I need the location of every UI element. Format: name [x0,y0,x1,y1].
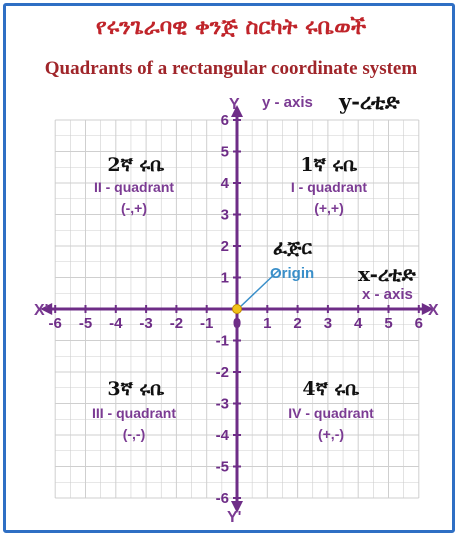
x-tick-label: -4 [109,315,123,332]
y-axis-amharic: y-ረቲድ [339,89,400,114]
quadrant-2-amharic: 2ኛ ሩቤ [107,154,165,176]
x-tick-label: -1 [200,315,214,332]
x-tick-label: -3 [139,315,153,332]
quadrant-2-signs: (-,+) [120,200,148,216]
y-prime-letter: Y' [227,509,242,526]
quadrant-2-name: II - quadrant [93,179,175,195]
x-axis-amharic: x-ረቲድ [358,262,416,286]
x-tick-label: 5 [384,315,393,332]
y-tick-label: -4 [215,427,229,444]
quadrant-3-name: III - quadrant [92,405,176,421]
origin-label: Origin [270,265,315,282]
quadrant-3-amharic: 3ኛ ሩቤ [107,378,165,400]
y-tick-label: 3 [220,206,229,224]
origin-dot [233,305,242,314]
x-tick-label: 3 [323,315,333,332]
y-tick-label: 4 [220,175,229,192]
y-tick-label: 1 [220,269,229,287]
quadrant-1-amharic: 1ኛ ሩቤ [300,154,358,176]
x-prime-letter: X' [34,302,49,319]
x-tick-label: 1 [263,315,272,332]
quadrant-4-signs: (+,-) [317,426,345,442]
x-tick-label: -6 [48,315,62,332]
x-tick-label: 6 [414,315,423,332]
y-tick-label: -1 [215,332,229,350]
title-english: Quadrants of a rectangular coordinate system [44,58,418,79]
quadrant-3-signs: (-,-) [122,426,146,442]
y-tick-label: -3 [215,395,229,413]
y-tick-label: 6 [220,112,229,129]
y-tick-label: -6 [215,490,229,507]
x-tick-label: -2 [169,315,184,332]
x-tick-label: 0 [232,315,242,332]
y-tick-label: -2 [215,364,229,381]
quadrant-4-amharic: 4ኛ ሩቤ [302,378,360,400]
x-tick-label: -5 [78,315,93,332]
y-tick-label: 5 [220,143,229,161]
y-tick-label: 2 [220,238,229,255]
x-axis-letter: X [428,302,439,319]
y-axis-label: y - axis [262,94,313,111]
quadrant-4-name: IV - quadrant [288,405,374,421]
origin-amharic: ፈጅር [273,237,313,259]
x-tick-label: 2 [293,315,302,332]
x-axis-label: x - axis [362,286,413,303]
title-amharic: የሩንጌራባዊ ቀንጅ ስርካት ሩቤወች [95,14,367,40]
quadrant-1-name: I - quadrant [290,179,368,195]
y-axis-letter: Y [229,96,240,113]
y-tick-label: -5 [215,458,229,476]
quadrant-1-signs: (+,+) [314,200,344,216]
x-tick-label: 4 [354,315,363,332]
